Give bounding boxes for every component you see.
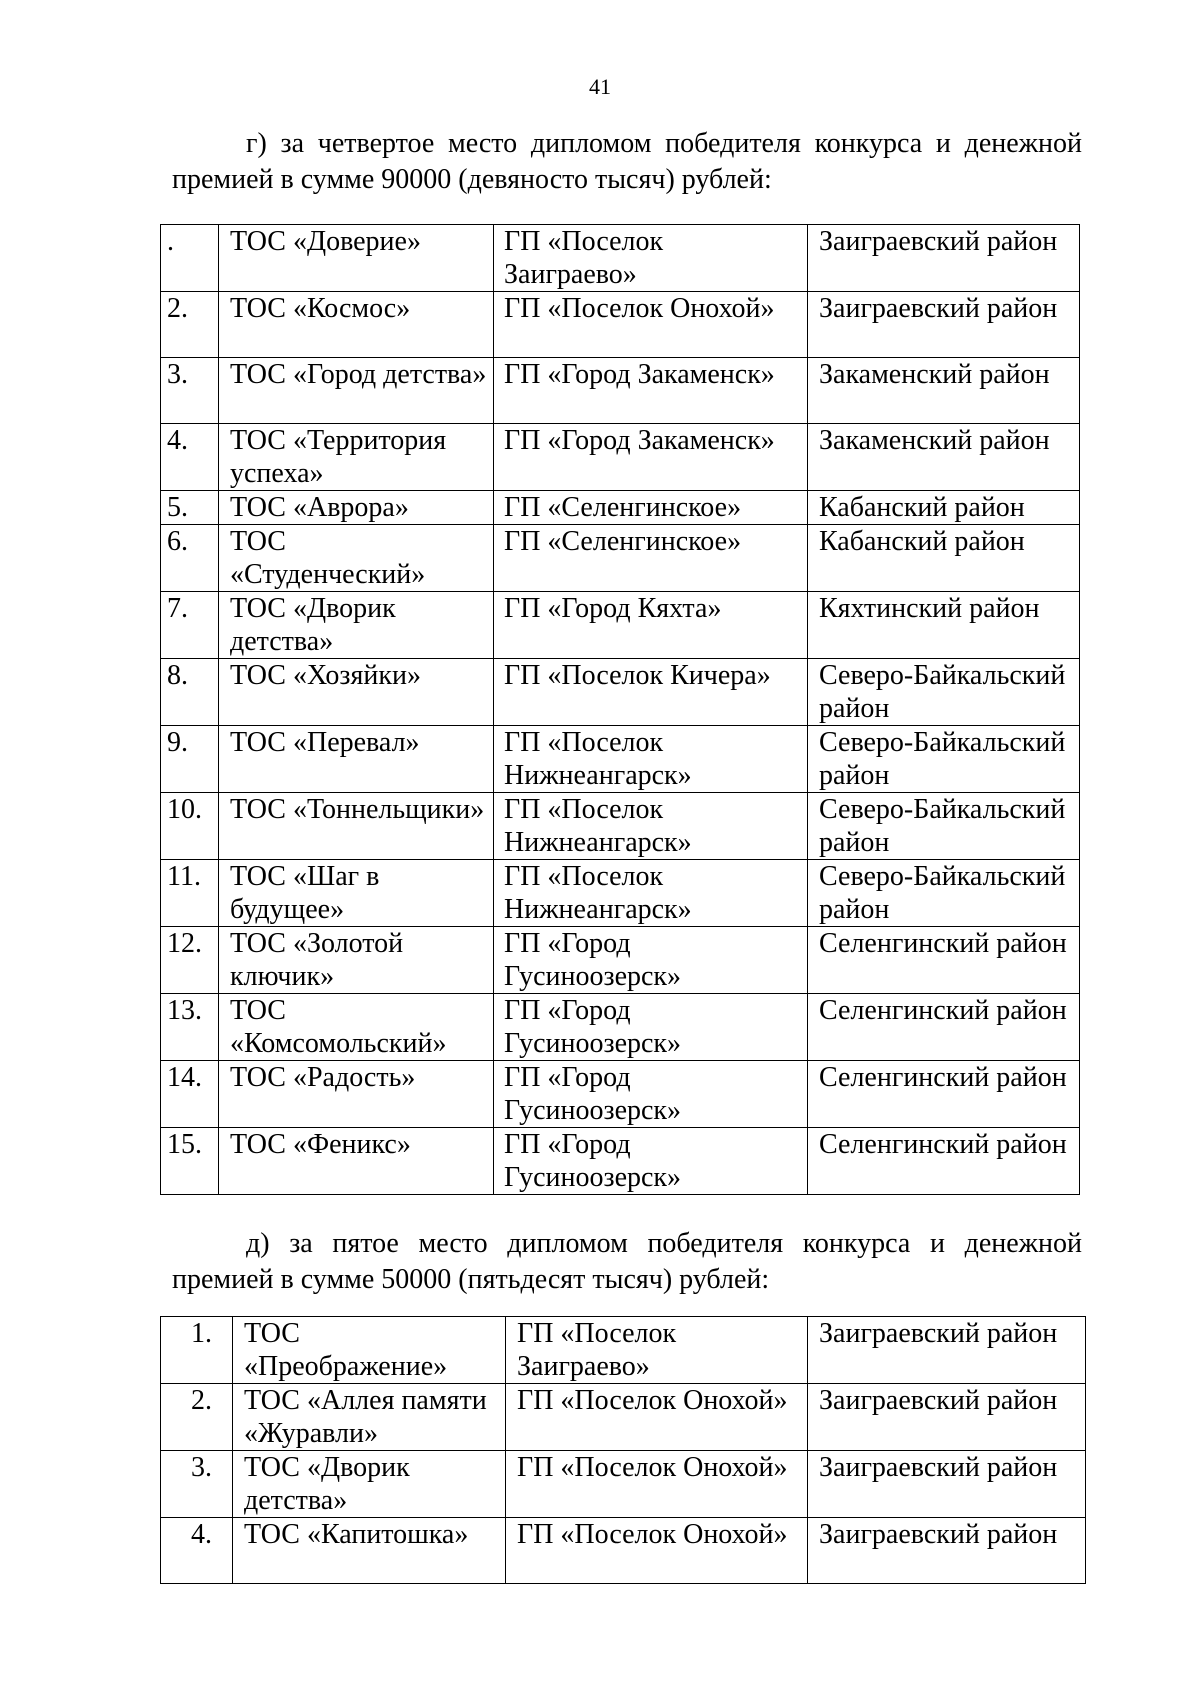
row-number: 4.	[161, 1518, 233, 1584]
page-number: 41	[589, 74, 611, 99]
tos-name: ТОС «Капитошка»	[233, 1518, 506, 1584]
table-row	[161, 994, 1080, 1061]
row-number: 7.	[161, 592, 219, 659]
district-name: Кабанский район	[808, 525, 1080, 592]
table-row	[161, 860, 1080, 927]
table-row	[161, 424, 1080, 491]
tos-name: ТОС «Аврора»	[219, 491, 494, 525]
tos-name: ТОС «Тоннельщики»	[219, 793, 494, 860]
district-name: Селенгинский район	[808, 994, 1080, 1061]
district-name: Заиграевский район	[808, 292, 1080, 358]
row-number: 13.	[161, 994, 219, 1061]
table-row	[161, 491, 1080, 525]
district-name: Северо-Байкальский район	[808, 793, 1080, 860]
row-number: 6.	[161, 525, 219, 592]
gp-name: ГП «Город Гусиноозерск»	[494, 927, 808, 994]
tos-name: ТОС «Дворик детства»	[233, 1451, 506, 1518]
gp-name: ГП «Поселок Онохой»	[494, 292, 808, 358]
district-name: Закаменский район	[808, 358, 1080, 424]
gp-name: ГП «Город Гусиноозерск»	[494, 994, 808, 1061]
district-name: Кяхтинский район	[808, 592, 1080, 659]
tos-name: ТОС «Космос»	[219, 292, 494, 358]
table-row	[161, 1128, 1080, 1195]
table-row	[161, 525, 1080, 592]
gp-name: ГП «Поселок Заиграево»	[494, 225, 808, 292]
district-name: Заиграевский район	[808, 225, 1080, 292]
tos-name: ТОС «Студенческий»	[219, 525, 494, 592]
tos-name: ТОС «Радость»	[219, 1061, 494, 1128]
table-row	[161, 592, 1080, 659]
tos-name: ТОС «Город детства»	[219, 358, 494, 424]
gp-name: ГП «Поселок Нижнеангарск»	[494, 793, 808, 860]
table-row	[161, 292, 1080, 358]
gp-name: ГП «Поселок Онохой»	[506, 1384, 808, 1451]
row-number: 14.	[161, 1061, 219, 1128]
row-number: 9.	[161, 726, 219, 793]
table-row	[161, 1384, 1086, 1451]
district-name: Селенгинский район	[808, 1128, 1080, 1195]
tos-name: ТОС «Комсомольский»	[219, 994, 494, 1061]
gp-name: ГП «Город Закаменск»	[494, 424, 808, 491]
section-g-table	[160, 224, 1080, 1195]
district-name: Северо-Байкальский район	[808, 860, 1080, 927]
tos-name: ТОС «Дворик детства»	[219, 592, 494, 659]
gp-name: ГП «Поселок Нижнеангарск»	[494, 726, 808, 793]
district-name: Северо-Байкальский район	[808, 726, 1080, 793]
table-row	[161, 927, 1080, 994]
row-number: 12.	[161, 927, 219, 994]
gp-name: ГП «Город Гусиноозерск»	[494, 1061, 808, 1128]
table-row	[161, 1451, 1086, 1518]
table-row	[161, 1061, 1080, 1128]
tos-name: ТОС «Аллея памяти «Журавли»	[233, 1384, 506, 1451]
row-number: 15.	[161, 1128, 219, 1195]
gp-name: ГП «Город Кяхта»	[494, 592, 808, 659]
gp-name: ГП «Селенгинское»	[494, 525, 808, 592]
row-number: 5.	[161, 491, 219, 525]
gp-name: ГП «Поселок Кичера»	[494, 659, 808, 726]
table-row	[161, 726, 1080, 793]
tos-name: ТОС «Территория успеха»	[219, 424, 494, 491]
gp-name: ГП «Поселок Заиграево»	[506, 1317, 808, 1384]
row-number: 2.	[161, 292, 219, 358]
table-row	[161, 1317, 1086, 1384]
gp-name: ГП «Город Гусиноозерск»	[494, 1128, 808, 1195]
tos-name: ТОС «Хозяйки»	[219, 659, 494, 726]
row-number: 4.	[161, 424, 219, 491]
tos-name: ТОС «Доверие»	[219, 225, 494, 292]
district-name: Закаменский район	[808, 424, 1080, 491]
section-d-table	[160, 1316, 1086, 1584]
district-name: Селенгинский район	[808, 927, 1080, 994]
tos-name: ТОС «Феникс»	[219, 1128, 494, 1195]
table-row	[161, 225, 1080, 292]
gp-name: ГП «Поселок Онохой»	[506, 1518, 808, 1584]
district-name: Кабанский район	[808, 491, 1080, 525]
table-row	[161, 1518, 1086, 1584]
district-name: Селенгинский район	[808, 1061, 1080, 1128]
section-d-intro: д) за пятое место дипломом победителя конкурса и денежной премией в сумме 50000 (пятьдесят тысяч) рублей:	[172, 1228, 1082, 1295]
table-row	[161, 659, 1080, 726]
table-row	[161, 793, 1080, 860]
gp-name: ГП «Селенгинское»	[494, 491, 808, 525]
row-number: 3.	[161, 1451, 233, 1518]
row-number: 11.	[161, 860, 219, 927]
row-number: 2.	[161, 1384, 233, 1451]
row-number: 3.	[161, 358, 219, 424]
district-name: Заиграевский район	[808, 1518, 1086, 1584]
row-number: .	[161, 225, 219, 292]
gp-name: ГП «Город Закаменск»	[494, 358, 808, 424]
gp-name: ГП «Поселок Нижнеангарск»	[494, 860, 808, 927]
tos-name: ТОС «Перевал»	[219, 726, 494, 793]
tos-name: ТОС «Преображение»	[233, 1317, 506, 1384]
row-number: 1.	[161, 1317, 233, 1384]
district-name: Заиграевский район	[808, 1451, 1086, 1518]
tos-name: ТОС «Золотой ключик»	[219, 927, 494, 994]
table-row	[161, 358, 1080, 424]
district-name: Заиграевский район	[808, 1317, 1086, 1384]
tos-name: ТОС «Шаг в будущее»	[219, 860, 494, 927]
gp-name: ГП «Поселок Онохой»	[506, 1451, 808, 1518]
district-name: Северо-Байкальский район	[808, 659, 1080, 726]
district-name: Заиграевский район	[808, 1384, 1086, 1451]
row-number: 8.	[161, 659, 219, 726]
section-g-intro: г) за четвертое место дипломом победителя конкурса и денежной премией в сумме 90000 (девяносто тысяч) рублей:	[172, 128, 1082, 195]
row-number: 10.	[161, 793, 219, 860]
